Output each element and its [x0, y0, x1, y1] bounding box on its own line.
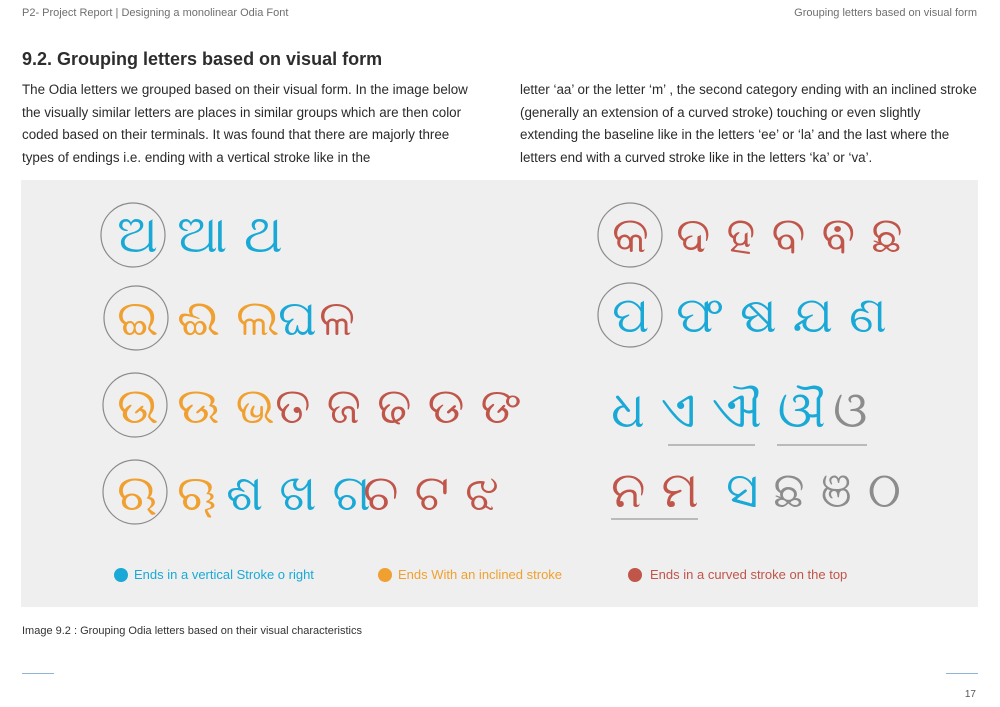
letters-vertical: ଶ ଖ ଗ [226, 464, 371, 522]
footer-rule-left [22, 673, 54, 674]
letters-curved: ଚ ଟ ଝ [363, 464, 499, 522]
legend-swatch-inclined [378, 568, 392, 582]
section-title: 9.2. Grouping letters based on visual form [22, 49, 383, 69]
letters-curved: ଦ ହ ବ ଵ ଛ [676, 206, 903, 264]
running-header-left: P2- Project Report | Designing a monolinear Odia Font [22, 7, 289, 19]
letter-grouping-figure [21, 180, 978, 607]
letters-curved: ଳ [319, 289, 356, 347]
letters-vertical: ଧ ଏ ଐ ଔ [611, 381, 826, 439]
letters-neutral: ଛ ଞ ଠ [773, 461, 902, 519]
key-letter-a: ଅ [117, 205, 159, 265]
legend-swatch-curved [628, 568, 642, 582]
legend-swatch-vertical [114, 568, 128, 582]
footer-rule-right [946, 673, 978, 674]
key-letter-ka: କ [612, 206, 649, 264]
body-paragraph-left: The Odia letters we grouped based on their visual form. In the image below the visually similar letters are places in similar groups which are then color coded based on their terminals. It was found that there are majorly three types of endings i.e. ending with a vertical stroke like in the [22, 82, 468, 165]
letters-neutral: ଓ [833, 381, 868, 439]
legend-label-curved: Ends in a curved stroke on the top [650, 567, 848, 582]
letters-curved: ତ ଜ ଢ ଡ ଙ [275, 377, 522, 435]
running-header-right: Grouping letters based on visual form [794, 7, 977, 19]
key-letter-pa: ପ [612, 286, 650, 344]
letters-vertical: ଆ ଥ [177, 205, 283, 265]
page-number: 17 [964, 689, 976, 700]
legend-label-vertical: Ends in a vertical Stroke o right [134, 567, 314, 582]
figure-caption: Image 9.2 : Grouping Odia letters based on their visual characteristics [22, 625, 362, 637]
key-letter-i: ଇ [117, 289, 159, 347]
letters-vertical: ଘ [278, 289, 317, 347]
body-paragraph-right: letter ‘aa’ or the letter ‘m’ , the second category ending with an inclined stroke (generally an extension of a curved stroke) touching or even slightly extending the baseline like in the letters ‘ee’ or ‘la’ and the last where the letters end with a curved stroke like in the letters ‘ka’ or ‘va’. [520, 82, 977, 165]
letter-grouping-diagram [21, 180, 978, 607]
letters-vertical: ଫ ଷ ଯ ଣ [676, 286, 887, 344]
letters-inclined: ଊ ଭ [177, 377, 275, 435]
legend-label-inclined: Ends With an inclined stroke [398, 567, 563, 582]
letters-inclined: ୠ [177, 464, 217, 522]
letters-inclined: ଈ ଲ [177, 289, 280, 347]
key-letter-ri: ଋ [117, 464, 158, 522]
letters-vertical: ସ [726, 461, 759, 519]
key-letter-u: ଉ [117, 377, 159, 435]
letters-curved: ନ ମ [611, 461, 699, 519]
